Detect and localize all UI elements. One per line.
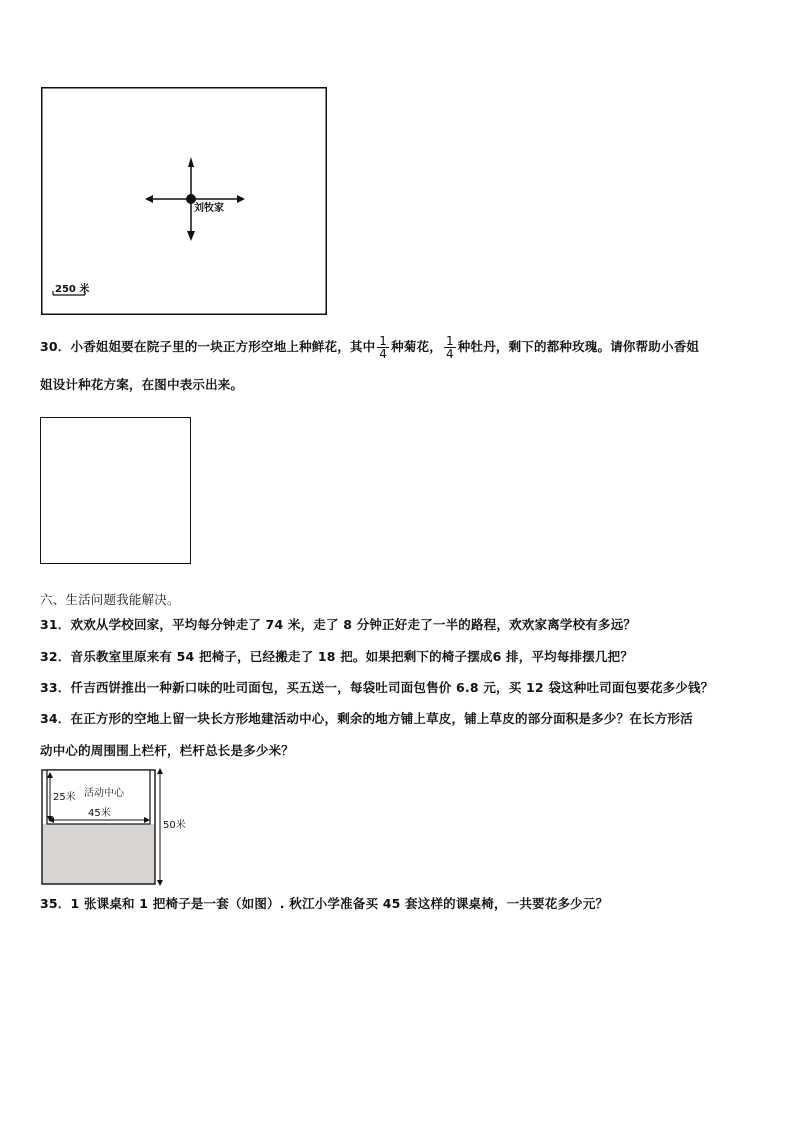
section-6-heading: 六、生活问题我能解决。: [40, 592, 180, 607]
question-31: 31．欢欢从学校回家，平均每分钟走了 74 米，走了 8 分钟正好走了一半的路程，欢欢家离学校有多远？: [40, 617, 637, 632]
question-35: 35．1 张课桌和 1 把椅子是一套（如图）. 秋江小学准备买 45 套这样的课桌椅，一共要花多少元？: [40, 896, 609, 911]
map-figure: [41, 87, 327, 315]
grass-area: [42, 824, 155, 884]
width-45m-label: 45米: [88, 808, 111, 819]
fraction-one-quarter-1: $\frac{1}{4}$: [379, 334, 388, 361]
q30-text-pre: 30．小香姐姐要在院子里的一块正方形空地上种鲜花，其中: [40, 339, 376, 354]
question-30-line2: 姐设计种花方案，在图中表示出来。: [40, 377, 244, 392]
map-frame: [42, 88, 327, 315]
scale-label: 250 米: [55, 284, 90, 295]
height-25m-label: 25米: [53, 792, 76, 803]
question-34-line2: 动中心的周围围上栏杆，栏杆总长是多少米？: [40, 743, 295, 758]
q30-text-mid: 种菊花，: [391, 339, 442, 354]
side-arrow-down-icon: [157, 880, 163, 886]
activity-center-svg: [40, 766, 200, 886]
square-garden-figure[interactable]: [40, 417, 191, 564]
activity-center-label: 活动中心: [84, 788, 124, 799]
fraction-one-quarter-2: $\frac{1}{4}$: [445, 334, 454, 361]
question-33: 33．仟吉西饼推出一种新口味的吐司面包，买五送一，每袋吐司面包售价 6.8 元，买 12 袋这种吐司面包要花多少钱？: [40, 680, 714, 695]
home-label: 刘牧家: [194, 203, 224, 214]
map-figure-svg: [41, 87, 327, 315]
question-30: [40, 335, 699, 360]
side-arrow-up-icon: [157, 768, 163, 774]
activity-center-figure: [40, 766, 200, 886]
side-50m-label: 50米: [163, 820, 186, 831]
question-32: 32．音乐教室里原来有 54 把椅子，已经搬走了 18 把。如果把剩下的椅子摆成6 排，平均每排摆几把？: [40, 649, 634, 664]
q30-text-post: 种牡丹，剩下的都种玫瑰。请你帮助小香姐: [457, 339, 700, 354]
question-34: 34．在正方形的空地上留一块长方形地建活动中心，剩余的地方铺上草皮，铺上草皮的部分面积是多少？在长方形活: [40, 711, 693, 726]
